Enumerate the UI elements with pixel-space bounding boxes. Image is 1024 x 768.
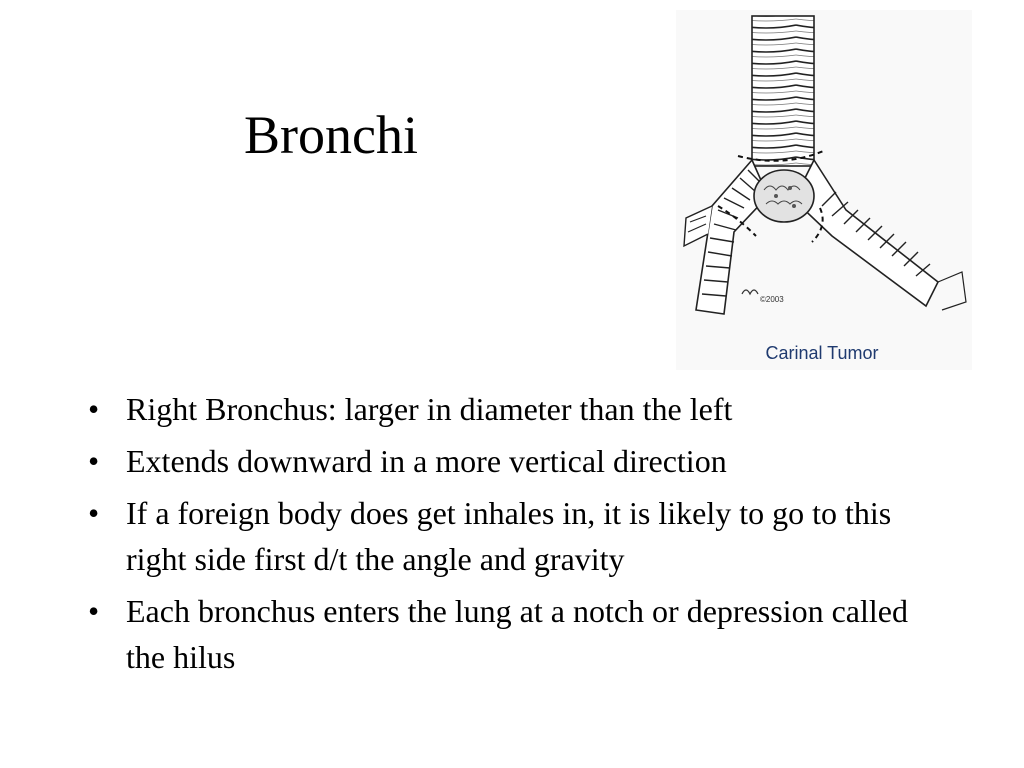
bullet-text: Right Bronchus: larger in diameter than the left xyxy=(126,391,733,427)
trachea xyxy=(752,16,814,166)
artist-signature xyxy=(742,290,784,304)
bullet-dot: • xyxy=(88,391,100,427)
tumor-mass xyxy=(754,170,814,222)
bullet-item xyxy=(88,588,948,680)
bullet-item xyxy=(88,490,948,582)
bullet-text: If a foreign body does get inhales in, it is likely to go to this right side first d/t the angle and gravity xyxy=(126,495,892,577)
bullet-list xyxy=(88,386,948,686)
bullet-item xyxy=(88,386,948,432)
bullet-item xyxy=(88,438,948,484)
left-bronchus xyxy=(794,160,966,310)
signature-text: ©2003 xyxy=(760,295,784,304)
bullet-dot: • xyxy=(88,495,100,531)
carinal-tumor-figure xyxy=(676,10,972,370)
bullet-dot: • xyxy=(88,593,100,629)
bullet-dot: • xyxy=(88,443,100,479)
figure-caption: Carinal Tumor xyxy=(765,343,879,363)
bronchi-illustration-icon xyxy=(676,10,972,370)
bullet-text: Extends downward in a more vertical direction xyxy=(126,443,727,479)
slide-title: Bronchi xyxy=(244,105,418,165)
bullet-text: Each bronchus enters the lung at a notch or depression called the hilus xyxy=(126,593,908,675)
